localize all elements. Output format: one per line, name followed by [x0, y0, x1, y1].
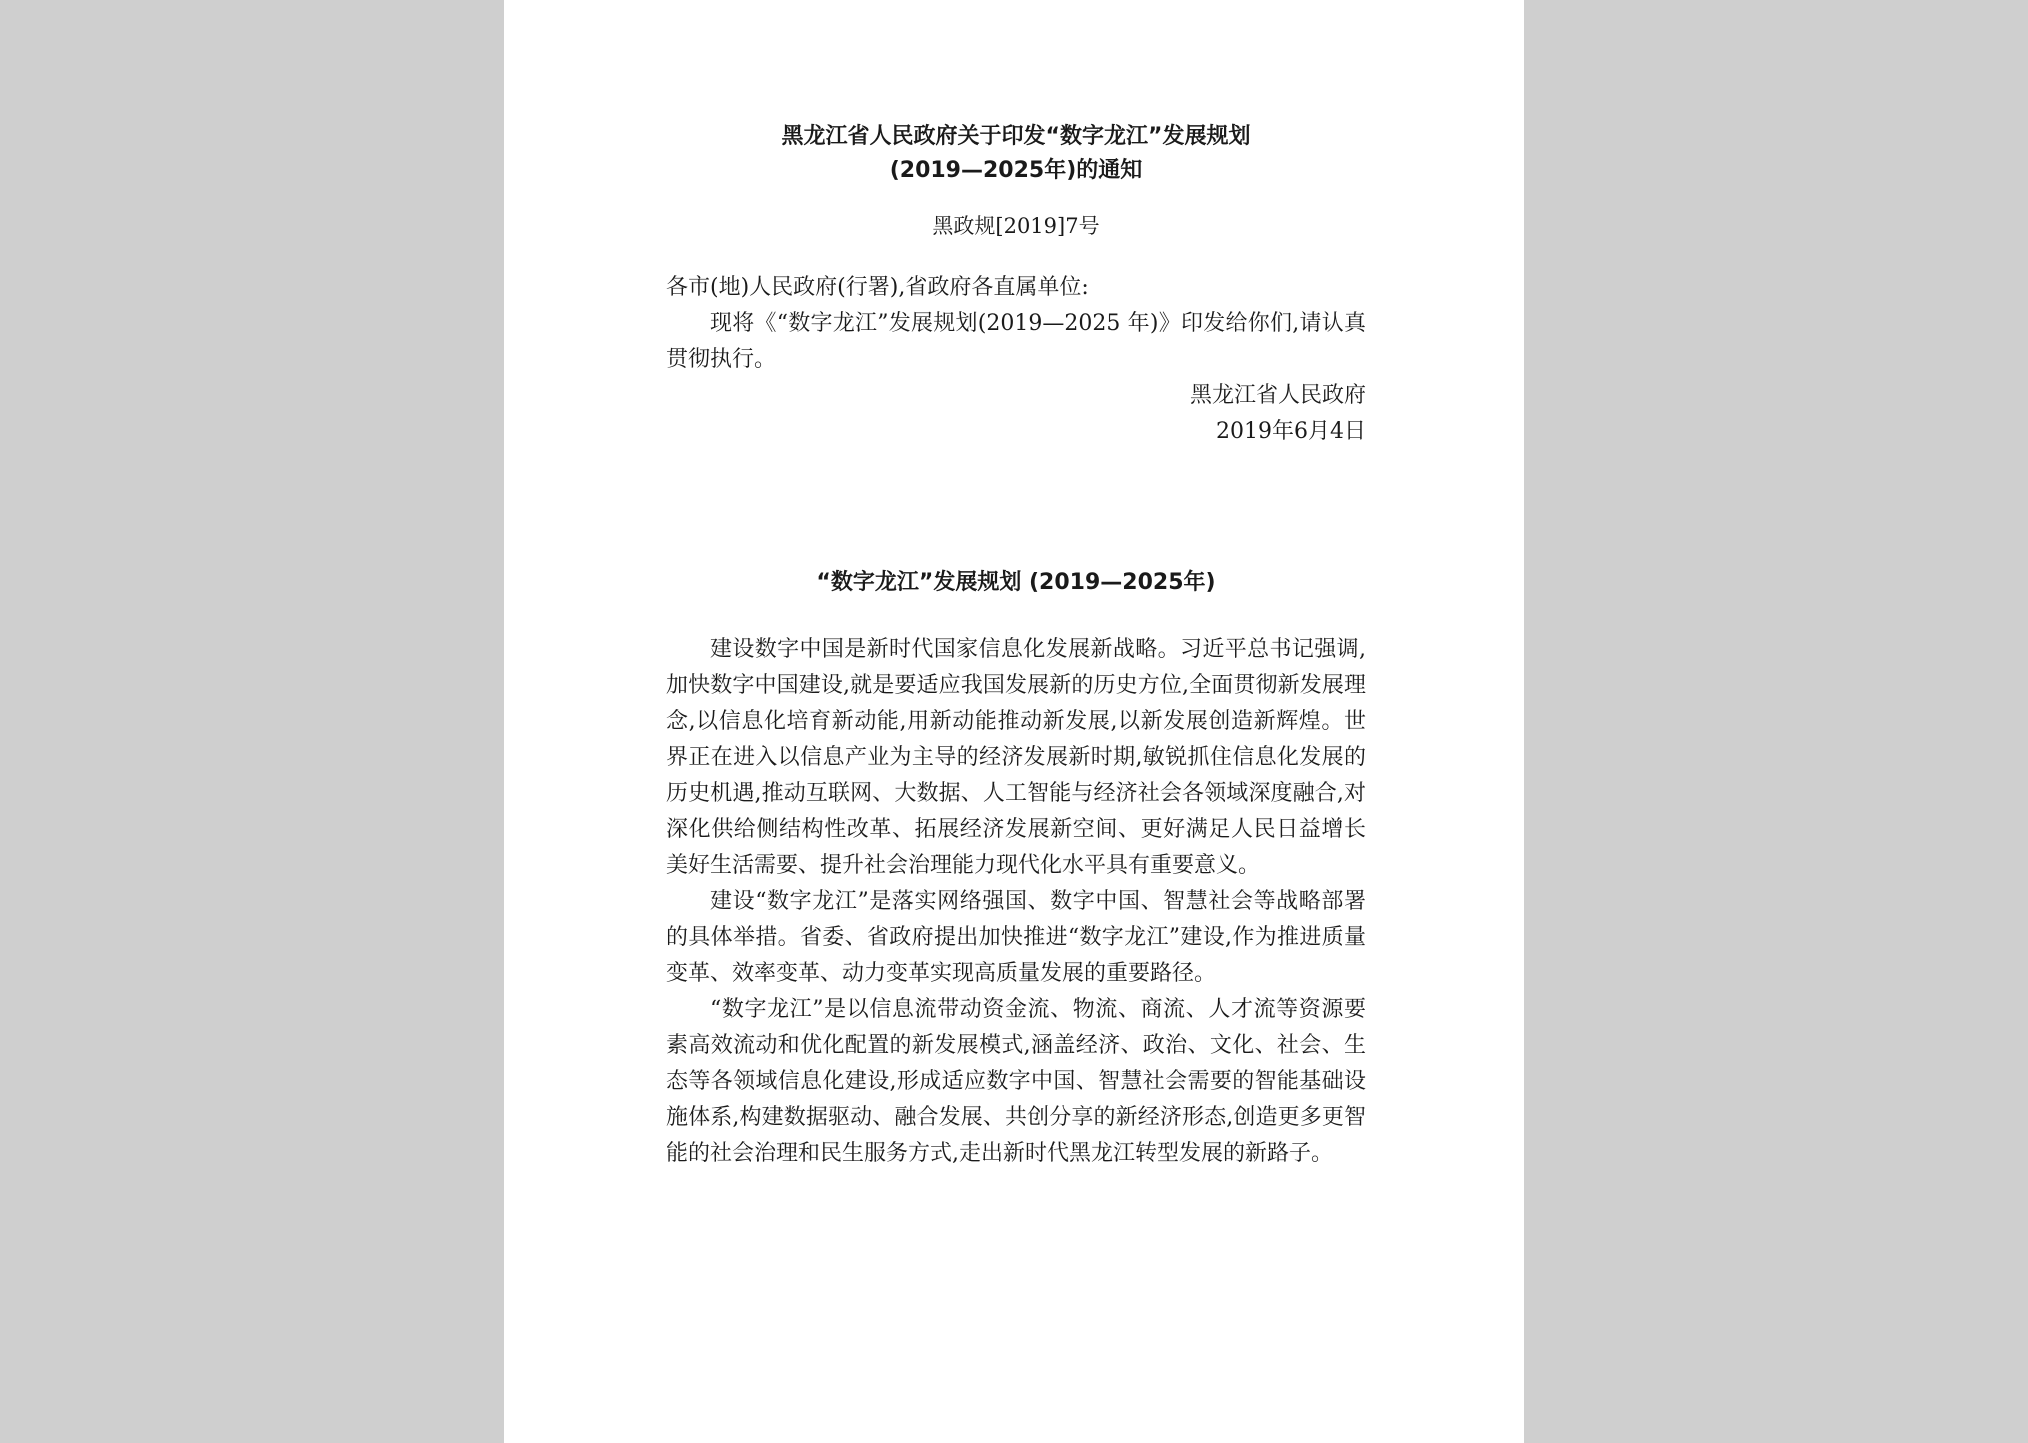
issuer: 黑龙江省人民政府	[1189, 383, 1366, 408]
addressee: 各市(地)人民政府(行署),省政府各直属单位:	[666, 275, 1089, 300]
plan-paragraph-2: 建设“数字龙江”是落实网络强国、数字中国、智慧社会等战略部署的具体举措。省委、省政府提出加快推进“数字龙江”建设,作为推进质量变革、效率变革、动力变革实现高质量发展的重要路径。	[666, 889, 1366, 986]
plan-paragraph-1: 建设数字中国是新时代国家信息化发展新战略。习近平总书记强调,加快数字中国建设,就是要适应我国发展新的历史方位,全面贯彻新发展理念,以信息化培育新动能,用新动能推动新发展,以新发展创造新辉煌。世界正在进入以信息产业为主导的经济发展新时期,敏锐抓住信息化发展的历史机遇,推动互联网、大数据、人工智能与经济社会各领域深度融合,对深化供给侧结构性改革、拓展经济发展新空间、更好满足人民日益增长美好生活需要、提升社会治理能力现代化水平具有重要意义。	[666, 637, 1366, 878]
notice-title-line-2: (2019—2025年)的通知	[889, 158, 1143, 183]
notice-title-line-1: 黑龙江省人民政府关于印发“数字龙江”发展规划	[781, 124, 1251, 149]
document-page	[504, 0, 1524, 1443]
issue-date: 2019年6月4日	[1216, 419, 1366, 444]
document-number: 黑政规[2019]7号	[932, 214, 1100, 238]
plan-title: “数字龙江”发展规划 (2019—2025年)	[816, 570, 1216, 595]
intro-paragraph: 现将《“数字龙江”发展规划(2019—2025 年)》印发给你们,请认真贯彻执行。	[666, 311, 1366, 372]
plan-paragraph-3: “数字龙江”是以信息流带动资金流、物流、商流、人才流等资源要素高效流动和优化配置的新发展模式,涵盖经济、政治、文化、社会、生态等各领域信息化建设,形成适应数字中国、智慧社会需要的智能基础设施体系,构建数据驱动、融合发展、共创分享的新经济形态,创造更多更智能的社会治理和民生服务方式,走出新时代黑龙江转型发展的新路子。	[666, 997, 1366, 1166]
page-content	[666, 120, 1366, 1172]
